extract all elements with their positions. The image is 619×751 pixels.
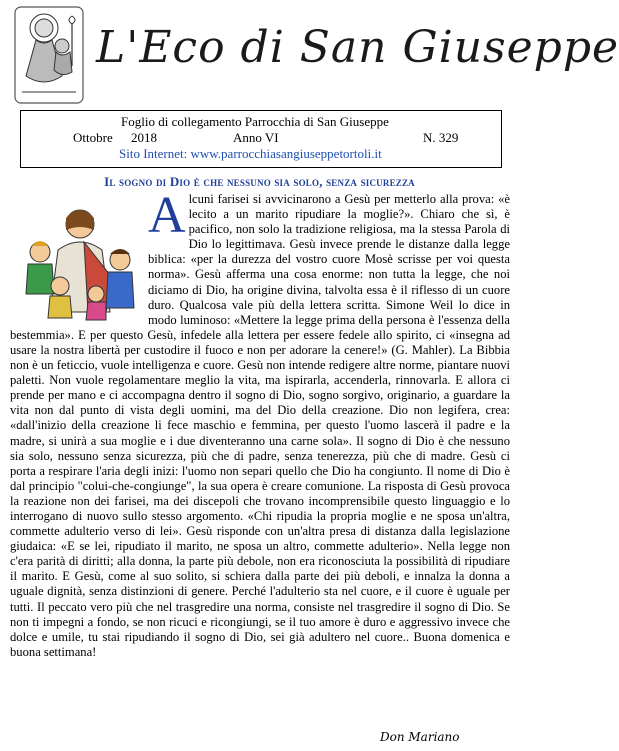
signature: Don Mariano [380, 730, 460, 744]
subtitle: Foglio di collegamento Parrocchia di San Giuseppe [121, 114, 389, 129]
website-link[interactable]: Sito Internet: www.parrocchiasangiuseppetortoli.it [119, 146, 382, 161]
article-body [10, 187, 510, 660]
illustration-spacer [10, 192, 148, 324]
issue-month: Ottobre [73, 130, 113, 145]
newsletter-title: L'Eco di San Giuseppe [96, 22, 619, 73]
issue-number: N. 329 [423, 130, 459, 145]
issue-year: 2018 [131, 130, 157, 145]
drop-cap: A [148, 187, 186, 244]
issue-anno: Anno VI [233, 130, 279, 145]
info-box [20, 110, 502, 168]
masthead [0, 0, 619, 110]
article-headline: Il sogno di Dio è che nessuno sia solo, senza sicurezza [104, 174, 415, 189]
saint-joseph-portrait-icon [14, 6, 84, 104]
article-text: lcuni farisei si avvicinarono a Gesù per metterlo alla prova: «è lecito a un marito ripudiare la moglie?». Chiaro che sì, è pacifico, non solo la tradizione religiosa, ma la stessa Parola di Dio lo legittimava. Gesù invece prende le distanze dalla legge biblica: «per la durezza del vostro cuore Mosè scrisse per voi questa norma». Gesù afferma una cosa enorme: non tutta la legge, che noi diciamo di Dio, ha origine divina, talvolta essa è il riflesso di un cuore duro. Qualcosa vale più della lettera scritta. Simone Weil lo dice in modo luminoso: «Mettere la legge prima della persona è l'essenza della bestemmia». E per questo Gesù, infedele alla lettera per essere fedele allo spirito, ci «insegna ad usare la nostra libertà per custodire il fuoco e non per adorare la cenere!» (G. Mahler). La Bibbia non è un feticcio, vuole intelligenza e cuore. Gesù non intende redigere altre norme, piantare nuovi paletti. Non vuole regolamentare meglio la vita, ma ispirarla, accenderla, rinnovarla. E allora ci prende per mano e ci accompagna dentro il sogno di Dio, sogno sorgivo, originario, a guardare la vita non dal punto di vista degli uomini, ma del Dio della creazione. Dio non legifera, crea: «dall'inizio della creazione li fece maschio e femmina, per questo l'uomo lascerà il padre e la madre, si unirà a sua moglie e i due diventeranno una carne sola». Il sogno di Dio è che nessuno sia solo, nessuno senza sicurezza, più che di padre, senza tenerezza, più che di madre. Gesù ci porta a respirare l'aria degli inizi: l'uomo non separi quello che Dio ha congiunto. Il nome di Dio è dal principio "colui-che-congiunge", la sua opera è creare comunione. La risposta di Gesù provoca la reazione non dei farisei, ma dei discepoli che trovano incomprensibile questo linguaggio e lo interrogano di nuovo sullo stesso argomento. «Chi ripudia la propria moglie e ne sposa un'altra, commette adulterio verso di lei». Gesù risponde con un'altra presa di distanza dalla legislazione giudaica: «E se lei, ripudiato il marito, ne sposa un altro, commette adulterio». Nella legge non c'era parità di diritti; alla donna, la parte più debole, non era riconosciuta la possibilità di ripudiare il marito. E Gesù, come al suo solito, si schiera dalla parte dei più deboli, e innalza la donna a uguale dignità, senza distinzioni di genere. Perché l'adulterio sta nel cuore, e il cuore è uguale per tutti. Il peccato vero più che nel trasgredire una norma, consiste nel trasgredire il sogno di Dio. Se non ti impegni a fondo, se non ricuci e ricongiungi, se il tuo amore è duro e aggressivo invece che dolce e umile, tu stai ripudiando il sogno di Dio, sei già adultero nel cuore.. Buona domenica e buona settimana! [10, 192, 510, 659]
